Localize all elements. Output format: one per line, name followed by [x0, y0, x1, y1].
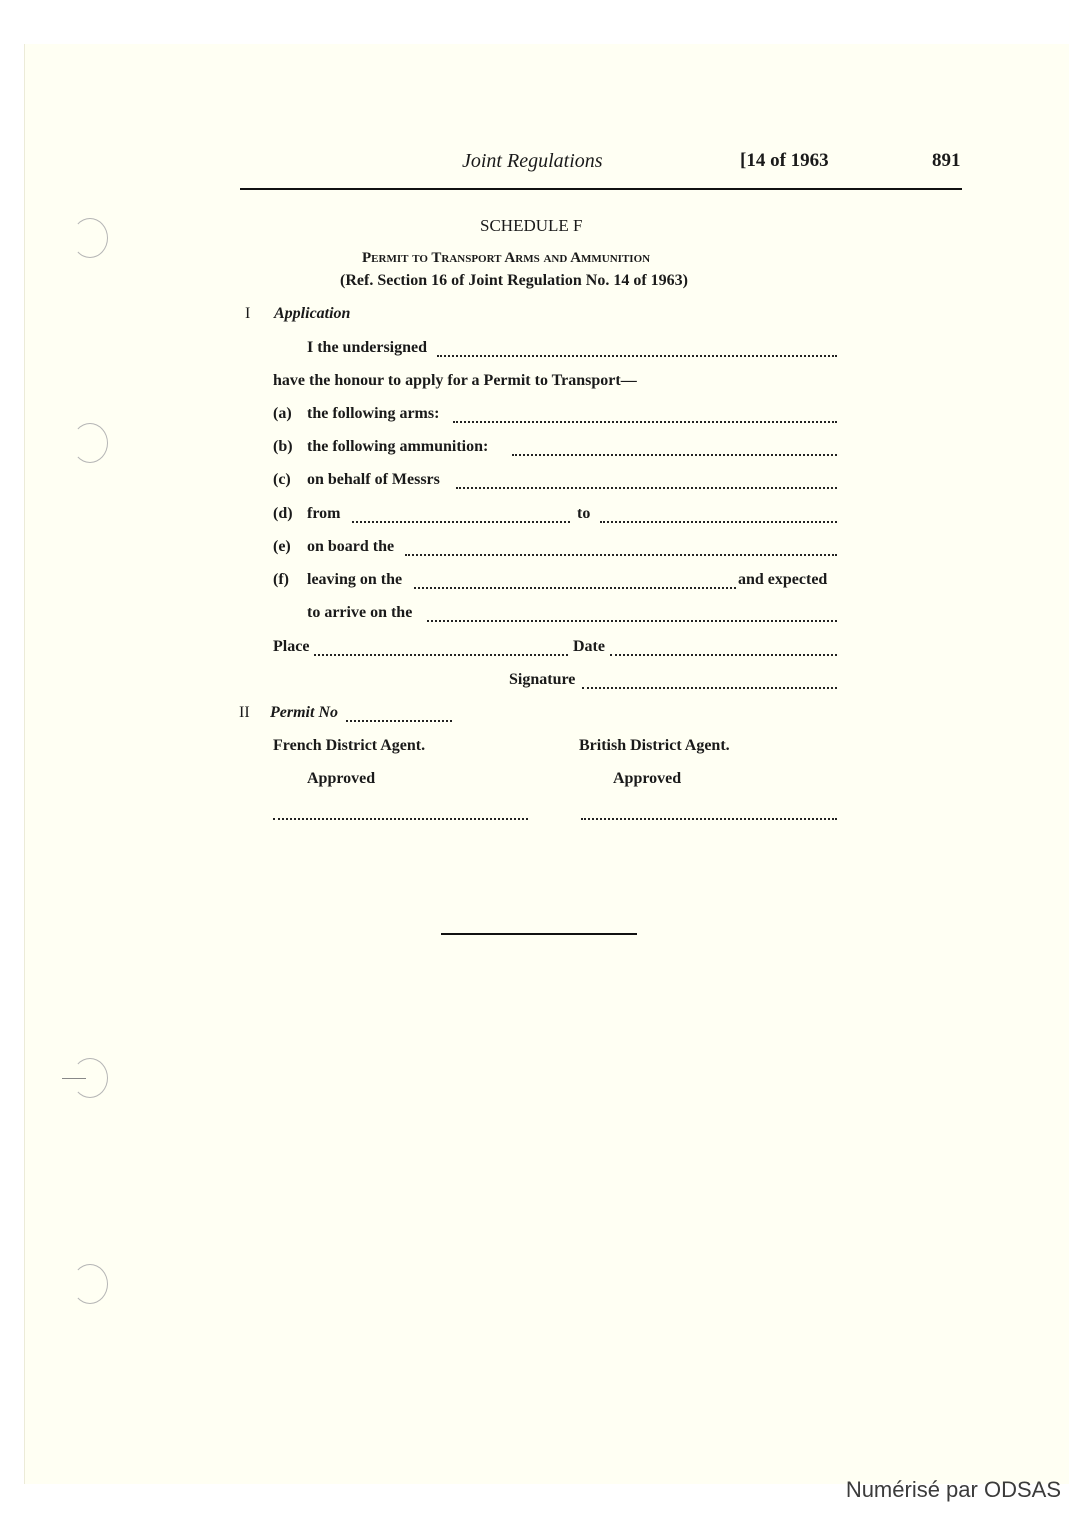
digitization-stamp: Numérisé par ODSAS [845, 1477, 1061, 1502]
binder-hole [72, 1264, 108, 1304]
section-numeral: I [245, 305, 251, 322]
section-title: Application [274, 305, 351, 322]
item-label-messrs: on behalf of Messrs [307, 471, 440, 488]
place-blank[interactable] [314, 654, 568, 656]
item-label-from: from [307, 505, 341, 522]
messrs-blank[interactable] [456, 487, 837, 489]
item-label-to: to [577, 505, 591, 522]
item-label-on-board: on board the [307, 538, 395, 555]
schedule-heading: SCHEDULE F [480, 216, 583, 235]
item-label-leaving: leaving on the [307, 571, 403, 588]
binder-hole [72, 423, 108, 463]
ammunition-blank[interactable] [512, 454, 837, 456]
arrival-blank[interactable] [427, 620, 837, 622]
approved-right-label: Approved [613, 770, 682, 787]
schedule-subheading: Permit to Transport Arms and Ammunition [362, 250, 651, 266]
item-letter: (e) [273, 538, 291, 555]
schedule-reference: (Ref. Section 16 of Joint Regulation No. 14 of 1963) [340, 272, 688, 289]
to-blank[interactable] [600, 521, 837, 523]
binder-hole [72, 218, 108, 258]
item-letter: (b) [273, 438, 293, 455]
item-label-arms: the following arms: [307, 405, 440, 422]
arrive-label: to arrive on the [307, 604, 413, 621]
place-label: Place [273, 638, 310, 655]
signature-label: Signature [509, 671, 576, 688]
arms-blank[interactable] [453, 421, 837, 423]
vessel-blank[interactable] [405, 554, 837, 556]
approved-left-label: Approved [307, 770, 376, 787]
hole-mark [62, 1078, 86, 1079]
undersigned-label: I the undersigned [307, 339, 428, 356]
item-letter: (c) [273, 471, 291, 488]
date-blank[interactable] [610, 654, 837, 656]
header-rule [240, 188, 962, 190]
closing-rule [441, 933, 637, 935]
date-label: Date [573, 638, 605, 655]
from-blank[interactable] [352, 521, 570, 523]
undersigned-blank[interactable] [437, 355, 837, 357]
item-letter: (a) [273, 405, 292, 422]
item-letter: (d) [273, 505, 293, 522]
permit-number-blank[interactable] [346, 720, 452, 722]
british-agent-signature-blank[interactable] [581, 818, 837, 820]
item-label-ammunition: the following ammunition: [307, 438, 489, 455]
item-letter: (f) [273, 571, 289, 588]
french-agent-signature-blank[interactable] [273, 818, 528, 820]
section-numeral: II [239, 704, 250, 721]
british-agent-label: British District Agent. [579, 737, 730, 754]
item-label-expected: and expected [738, 571, 828, 588]
application-intro: have the honour to apply for a Permit to Transport— [273, 372, 637, 389]
signature-blank[interactable] [582, 687, 837, 689]
permit-number-label: Permit No [270, 704, 338, 721]
regulation-reference: [14 of 1963 [740, 150, 829, 171]
french-agent-label: French District Agent. [273, 737, 426, 754]
page-number: 891 [932, 150, 961, 171]
departure-blank[interactable] [414, 587, 736, 589]
running-title: Joint Regulations [462, 150, 603, 172]
